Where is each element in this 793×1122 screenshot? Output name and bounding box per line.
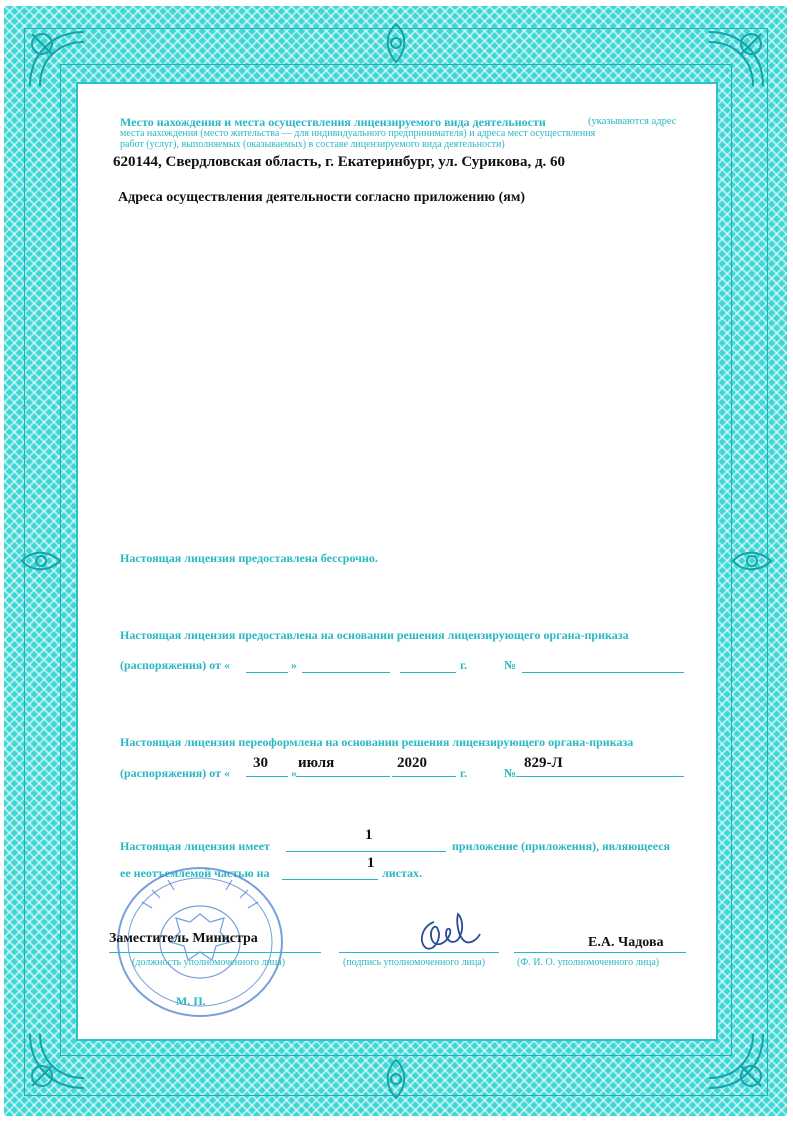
appendix-count: 1 — [365, 827, 373, 843]
granted-year-line — [400, 672, 456, 673]
granted-number-label: № — [504, 658, 517, 672]
sheets-prefix: ее неотъемлемой частью на — [120, 866, 270, 880]
stamp-place-label: М. П. — [176, 994, 206, 1008]
position-line — [109, 952, 321, 953]
reissued-number: 829-Л — [524, 755, 563, 771]
address-text: 620144, Свердловская область, г. Екатеринбург, ул. Сурикова, д. 60 — [113, 154, 566, 170]
granted-number-line — [522, 672, 684, 673]
granted-basis-line: Настоящая лицензия предоставлена на основании решения лицензирующего органа-приказа — [120, 628, 629, 642]
reissued-number-line — [516, 776, 684, 777]
appendix-prefix: Настоящая лицензия имеет — [120, 839, 270, 853]
granted-close-quote: » — [291, 658, 297, 672]
caption-sign: (подпись уполномоченного лица) — [343, 957, 486, 968]
mid-ornament-top — [373, 20, 419, 66]
location-heading: Место нахождения и места осуществления лицензируемого вида деятельности — [120, 115, 546, 129]
signatory-position: Заместитель Министра — [109, 931, 258, 946]
reissued-day: 30 — [253, 755, 268, 771]
sheets-count-line — [282, 879, 378, 880]
appendix-count-line — [286, 851, 446, 852]
granted-order-prefix: (распоряжения) от « — [120, 658, 230, 672]
license-term: Настоящая лицензия предоставлена бессрочно. — [120, 551, 378, 565]
sheets-count: 1 — [367, 855, 375, 871]
location-note-line2: места нахождения (место жительства — для индивидуального предпринимателя) и адреса мест осуществления — [120, 128, 596, 139]
granted-month-line — [302, 672, 390, 673]
reissued-basis-line: Настоящая лицензия переоформлена на основании решения лицензирующего органа-приказа — [120, 735, 634, 749]
mid-ornament-right — [729, 538, 775, 584]
location-note-line1: (указываются адрес — [588, 116, 677, 127]
addresses-annex-note: Адреса осуществления деятельности согласно приложению (ям) — [118, 190, 526, 205]
signatory-name: Е.А. Чадова — [588, 935, 664, 950]
appendix-suffix: приложение (приложения), являющееся — [452, 839, 671, 853]
reissued-day-line — [246, 776, 288, 777]
reissued-year-line — [392, 776, 456, 777]
reissued-month-line — [296, 776, 390, 777]
location-note-line3: работ (услуг), выполняемых (оказываемых) в составе лицензируемого вида деятельности) — [120, 139, 505, 150]
mid-ornament-bottom — [373, 1056, 419, 1102]
handwritten-signature — [412, 908, 484, 956]
reissued-year-suffix: г. — [460, 766, 468, 780]
reissued-close-quote: » — [291, 766, 297, 780]
sign-line — [339, 952, 499, 953]
reissued-month: июля — [298, 755, 335, 771]
granted-day-line — [246, 672, 288, 673]
caption-position: (должность уполномоченного лица) — [132, 957, 286, 968]
granted-year-suffix: г. — [460, 658, 468, 672]
caption-name: (Ф. И. О. уполномоченного лица) — [517, 957, 660, 968]
reissued-order-prefix: (распоряжения) от « — [120, 766, 230, 780]
name-line — [514, 952, 686, 953]
reissued-year: 2020 — [397, 755, 427, 771]
sheets-suffix: листах. — [382, 866, 423, 880]
reissued-number-label: № — [504, 766, 517, 780]
mid-ornament-left — [18, 538, 64, 584]
